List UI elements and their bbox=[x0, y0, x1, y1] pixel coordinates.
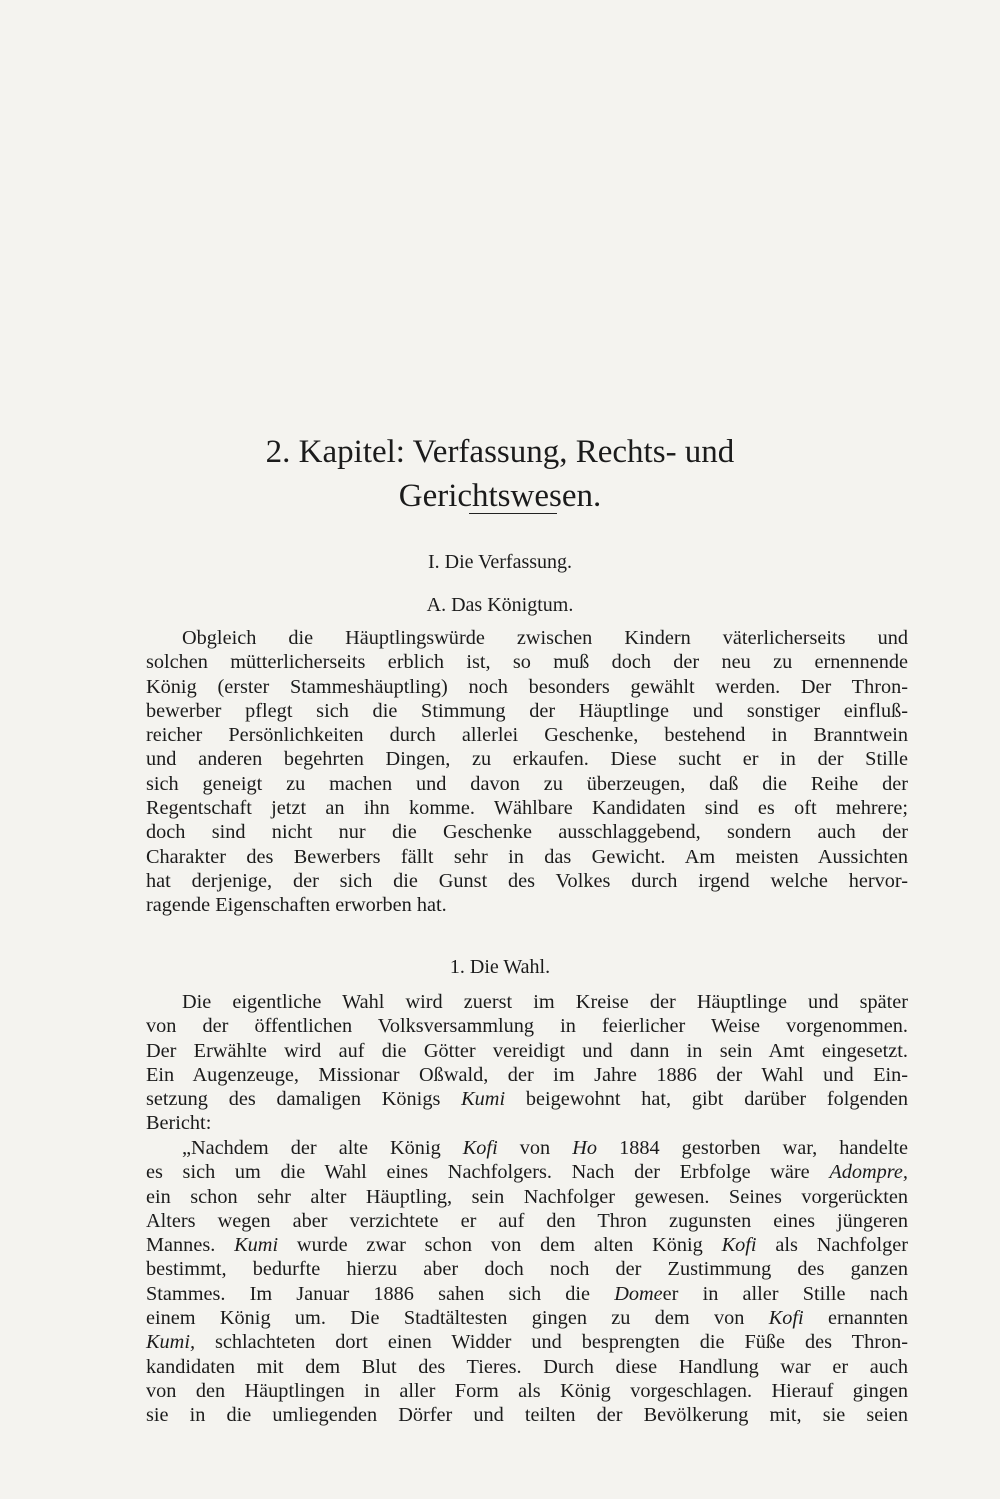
text-line: König (erster Stammeshäuptling) noch besonders gewählt werden. Der Thron- bbox=[146, 675, 908, 698]
text-line: doch sind nicht nur die Geschenke ausschlaggebend, sondern auch der bbox=[146, 821, 908, 844]
text-line: reicher Persönlichkeiten durch allerlei Geschenke, bestehend in Branntwein bbox=[146, 724, 908, 747]
chapter-title bbox=[0, 430, 1000, 518]
subsection-heading: A. Das Königtum. bbox=[426, 594, 574, 616]
text-line: hat derjenige, der sich die Gunst des Volkes durch irgend welche hervor- bbox=[146, 869, 908, 892]
text-line: ragende Eigenschaften erworben hat. bbox=[146, 894, 447, 917]
text-line: bestimmt, bedurfte hierzu aber doch noch der Zustimmung des ganzen bbox=[146, 1258, 908, 1281]
paragraph-koenigtum bbox=[146, 626, 908, 918]
section-heading: I. Die Verfassung. bbox=[427, 551, 573, 573]
text-line: Bericht: bbox=[146, 1112, 212, 1135]
text-line: bewerber pflegt sich die Stimmung der Häuptlinge und sonstiger einfluß- bbox=[146, 699, 908, 722]
chapter-title-line-1: 2. Kapitel: Verfassung, Rechts- und bbox=[265, 434, 735, 471]
text-line: von der öffentlichen Volksversammlung in feierlicher Weise vorgenommen. bbox=[146, 1015, 908, 1038]
text-line: einem König um. Die Stadtältesten gingen zu dem von Kofi ernannten bbox=[146, 1307, 908, 1330]
text-line: Alters wegen aber verzichtete er auf den Thron zugunsten eines jüngeren bbox=[146, 1209, 908, 1232]
text-line: solchen mütterlicherseits erblich ist, so muß doch der neu zu ernennende bbox=[146, 651, 908, 674]
text-line: ein schon sehr alter Häuptling, sein Nachfolger gewesen. Seines vorgerückten bbox=[146, 1185, 908, 1208]
chapter-title-line-2: Gerichtswesen. bbox=[398, 478, 602, 515]
text-line: von den Häuptlingen in aller Form als König vorgeschlagen. Hierauf gingen bbox=[146, 1379, 908, 1402]
text-line: „Nachdem der alte König Kofi von Ho 1884 gestorben war, handelte bbox=[182, 1137, 908, 1159]
text-line: und anderen begehrten Dingen, zu erkaufen. Diese sucht er in der Stille bbox=[146, 748, 908, 771]
text-line: es sich um die Wahl eines Nachfolgers. Nach der Erbfolge wäre Adompre, bbox=[146, 1161, 908, 1184]
text-line: Obgleich die Häuptlingswürde zwischen Kindern väterlicherseits und bbox=[182, 627, 908, 649]
text-line: Charakter des Bewerbers fällt sehr in das Gewicht. Am meisten Aussichten bbox=[146, 845, 908, 868]
text-line: sich geneigt zu machen und davon zu überzeugen, daß die Reihe der bbox=[146, 772, 908, 795]
text-line: Ein Augenzeuge, Missionar Oßwald, der im Jahre 1886 der Wahl und Ein- bbox=[146, 1063, 908, 1086]
paragraph-wahl bbox=[146, 990, 908, 1136]
text-line: Regentschaft jetzt an ihn komme. Wählbare Kandidaten sind es oft mehrere; bbox=[146, 797, 908, 820]
text-line: Stammes. Im Januar 1886 sahen sich die Domeer in aller Stille nach bbox=[146, 1282, 908, 1305]
text-line: Der Erwählte wird auf die Götter vereidigt und dann in sein Amt eingesetzt. bbox=[146, 1039, 908, 1062]
subsubsection-heading: 1. Die Wahl. bbox=[449, 956, 551, 978]
name-kumi: Kumi bbox=[461, 1088, 506, 1111]
title-divider bbox=[469, 513, 557, 514]
text-line: Die eigentliche Wahl wird zuerst im Kreise der Häuptlinge und später bbox=[182, 991, 908, 1013]
text-line: kandidaten mit dem Blut des Tieres. Durch diese Handlung war er auch bbox=[146, 1355, 908, 1378]
paragraph-quote bbox=[146, 1136, 908, 1428]
text-line: Kumi, schlachteten dort einen Widder und besprengten die Füße des Thron- bbox=[146, 1331, 908, 1354]
text-line: setzung des damaligen Königs Kumi beigewohnt hat, gibt darüber folgenden bbox=[146, 1088, 908, 1111]
text-line: sie in die umliegenden Dörfer und teilten der Bevölkerung mit, sie seien bbox=[146, 1404, 908, 1427]
text-line: Mannes. Kumi wurde zwar schon von dem alten König Kofi als Nachfolger bbox=[146, 1234, 908, 1257]
